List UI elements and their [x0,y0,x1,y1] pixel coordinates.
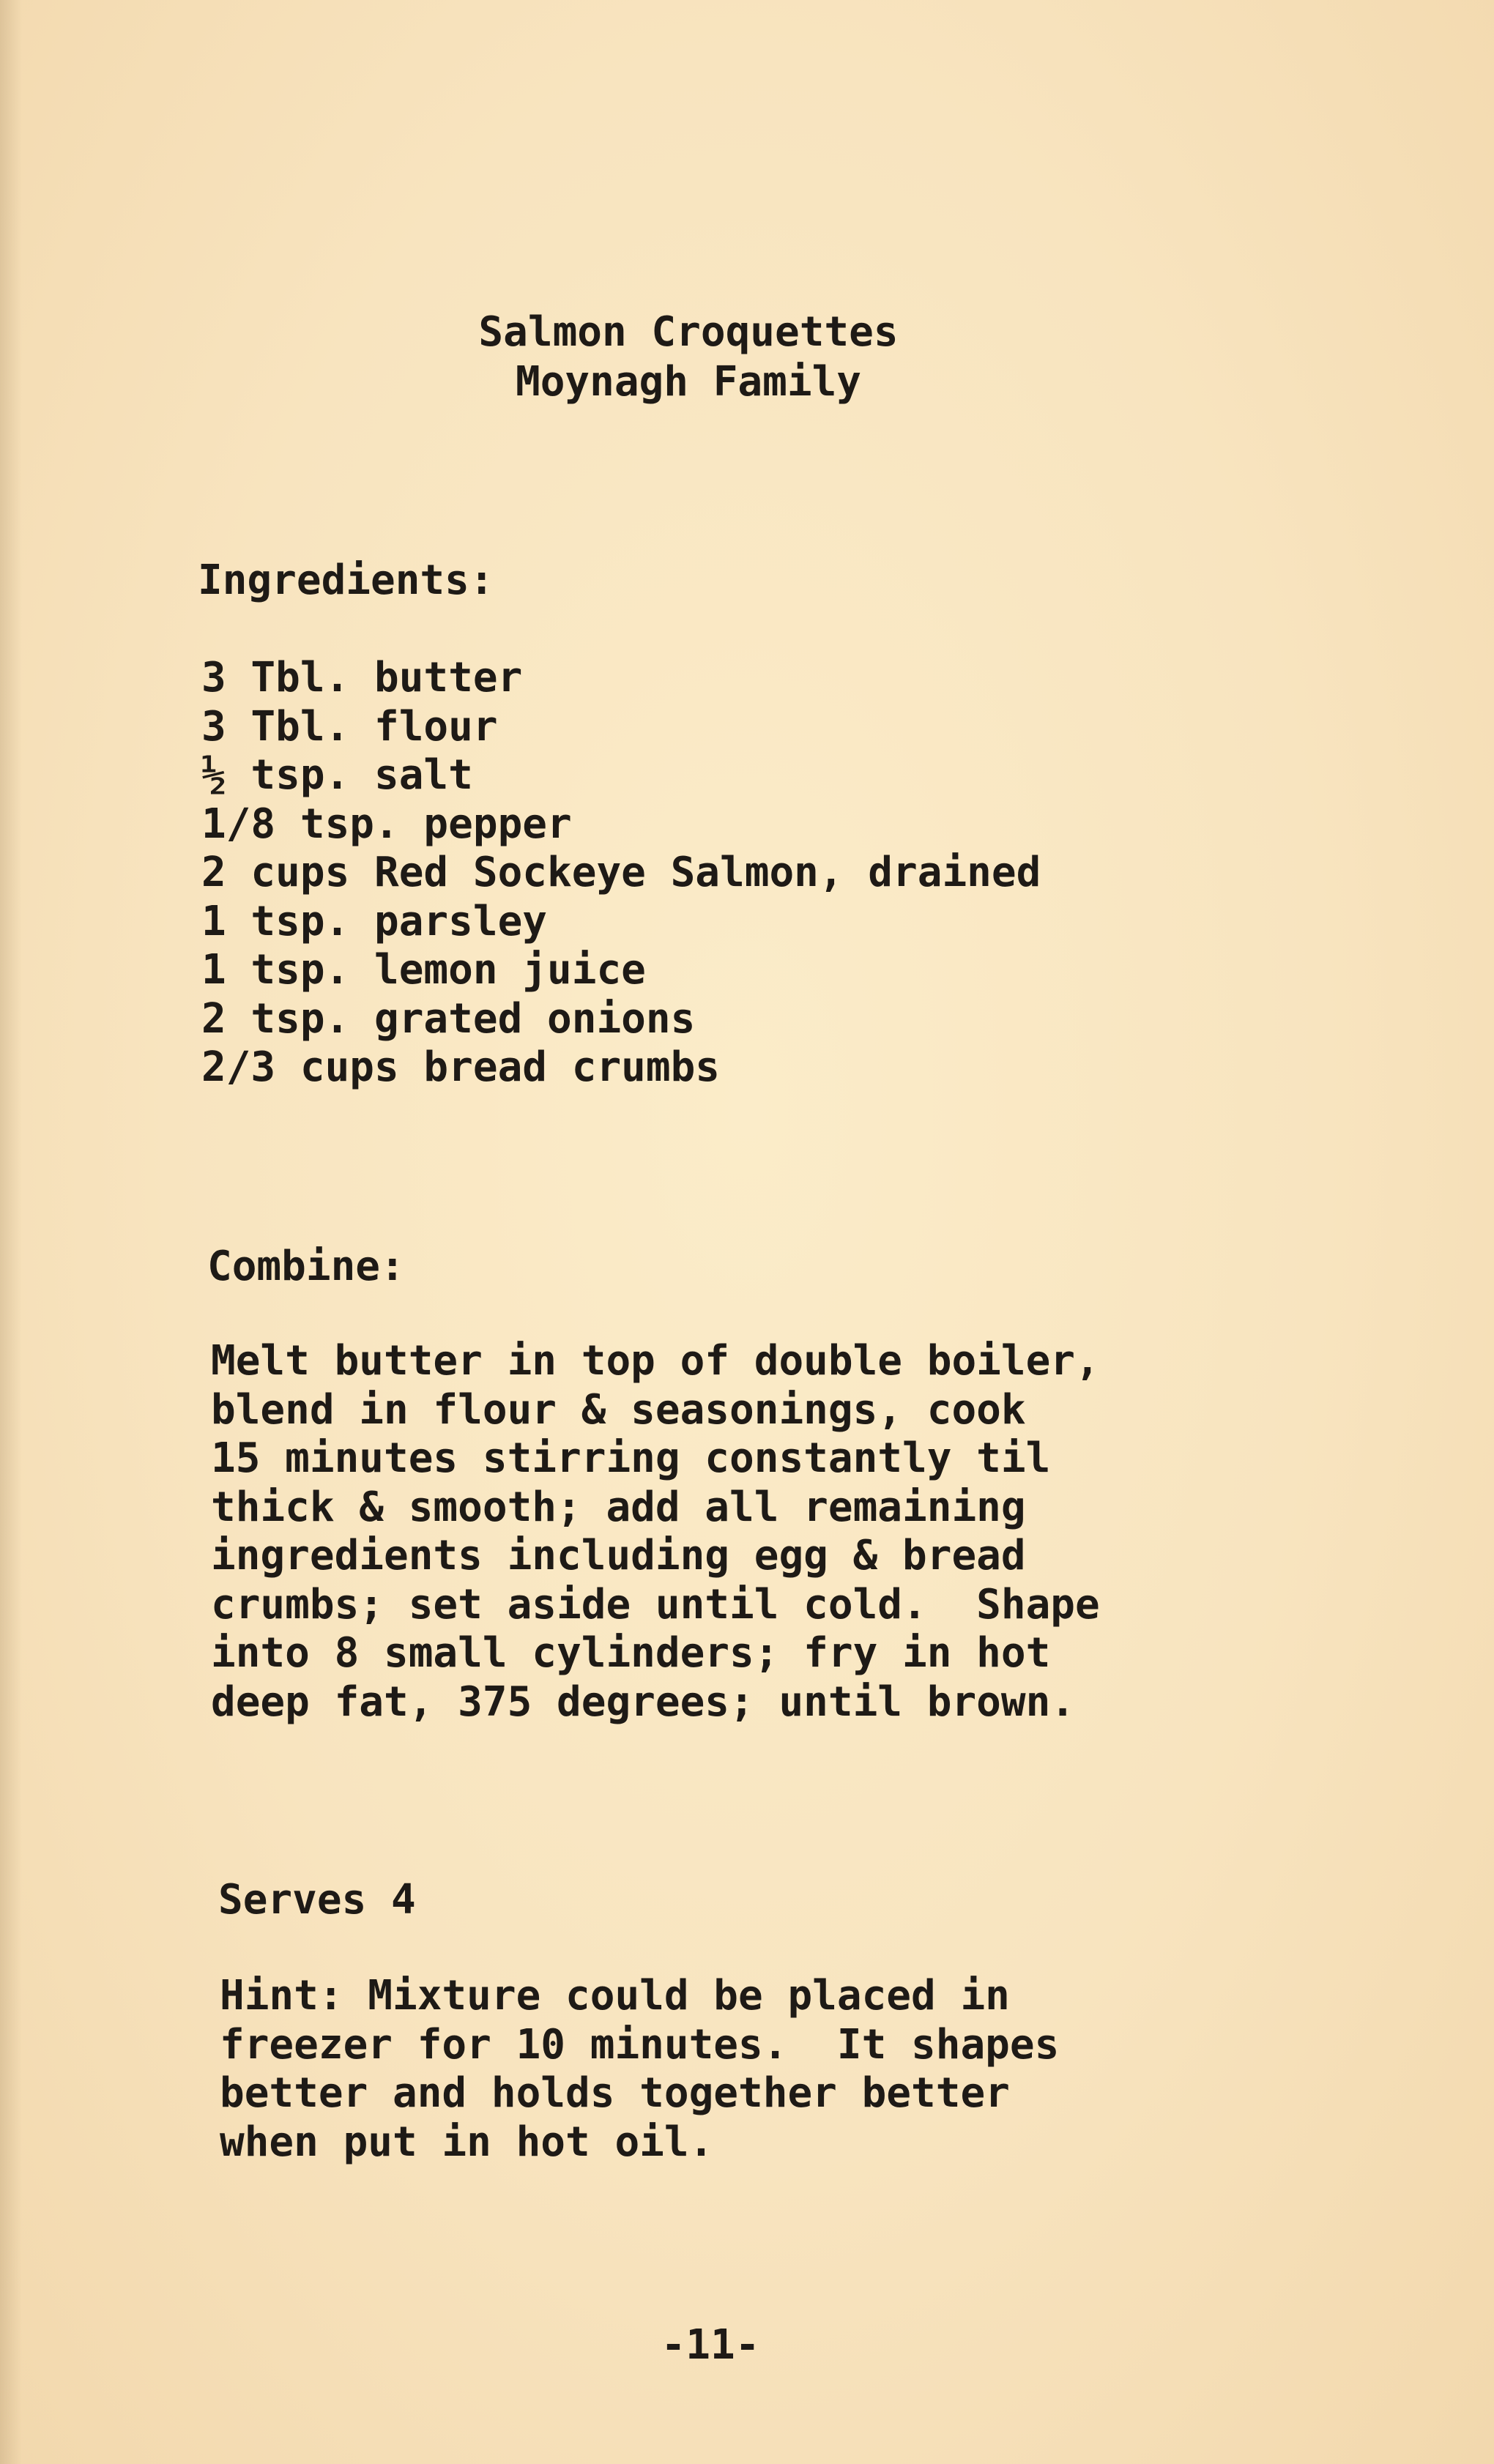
combine-heading: Combine: [207,1243,405,1290]
ingredient-item: 2 tsp. grated onions [201,994,696,1043]
hint-line: Hint: Mixture could be placed in [220,1972,1010,2020]
instruction-line: into 8 small cylinders; fry in hot [211,1629,1051,1677]
serves-text: Serves 4 [218,1876,416,1924]
instruction-line: 15 minutes stirring constantly til [211,1434,1051,1482]
instruction-line: Melt butter in top of double boiler, [211,1337,1100,1385]
instruction-line: thick & smooth; add all remaining [211,1483,1026,1531]
instruction-line: ingredients including egg & bread [211,1532,1026,1579]
ingredient-item: 3 Tbl. flour [201,702,498,751]
instructions-block [211,1337,1100,1727]
instruction-line: deep fat, 375 degrees; until brown. [211,1678,1076,1726]
ingredient-item: ½ tsp. salt [201,751,473,799]
instruction-line: blend in flour & seasonings, cook [211,1385,1026,1434]
recipe-title: Salmon Croquettes [478,308,899,356]
ingredient-item: 2 cups Red Sockeye Salmon, drained [201,849,1041,896]
ingredient-item: 1 tsp. parsley [201,897,548,945]
ingredient-item: 2/3 cups bread crumbs [201,1043,721,1091]
instruction-line: crumbs; set aside until cold. Shape [211,1580,1100,1629]
ingredients-list [201,654,1041,1093]
recipe-source: Moynagh Family [515,358,861,406]
recipe-header [0,308,1377,407]
hint-block [220,1972,1059,2167]
hint-line: better and holds together better [220,2069,1010,2117]
hint-line: when put in hot oil. [220,2118,714,2166]
ingredient-item: 1 tsp. lemon juice [201,946,646,994]
ingredients-heading: Ingredients: [198,557,494,604]
hint-line: freezer for 10 minutes. It shapes [220,2020,1060,2069]
ingredient-item: 1/8 tsp. pepper [201,800,572,848]
page-number: -11- [661,2321,760,2369]
ingredient-item: 3 Tbl. butter [201,654,523,701]
